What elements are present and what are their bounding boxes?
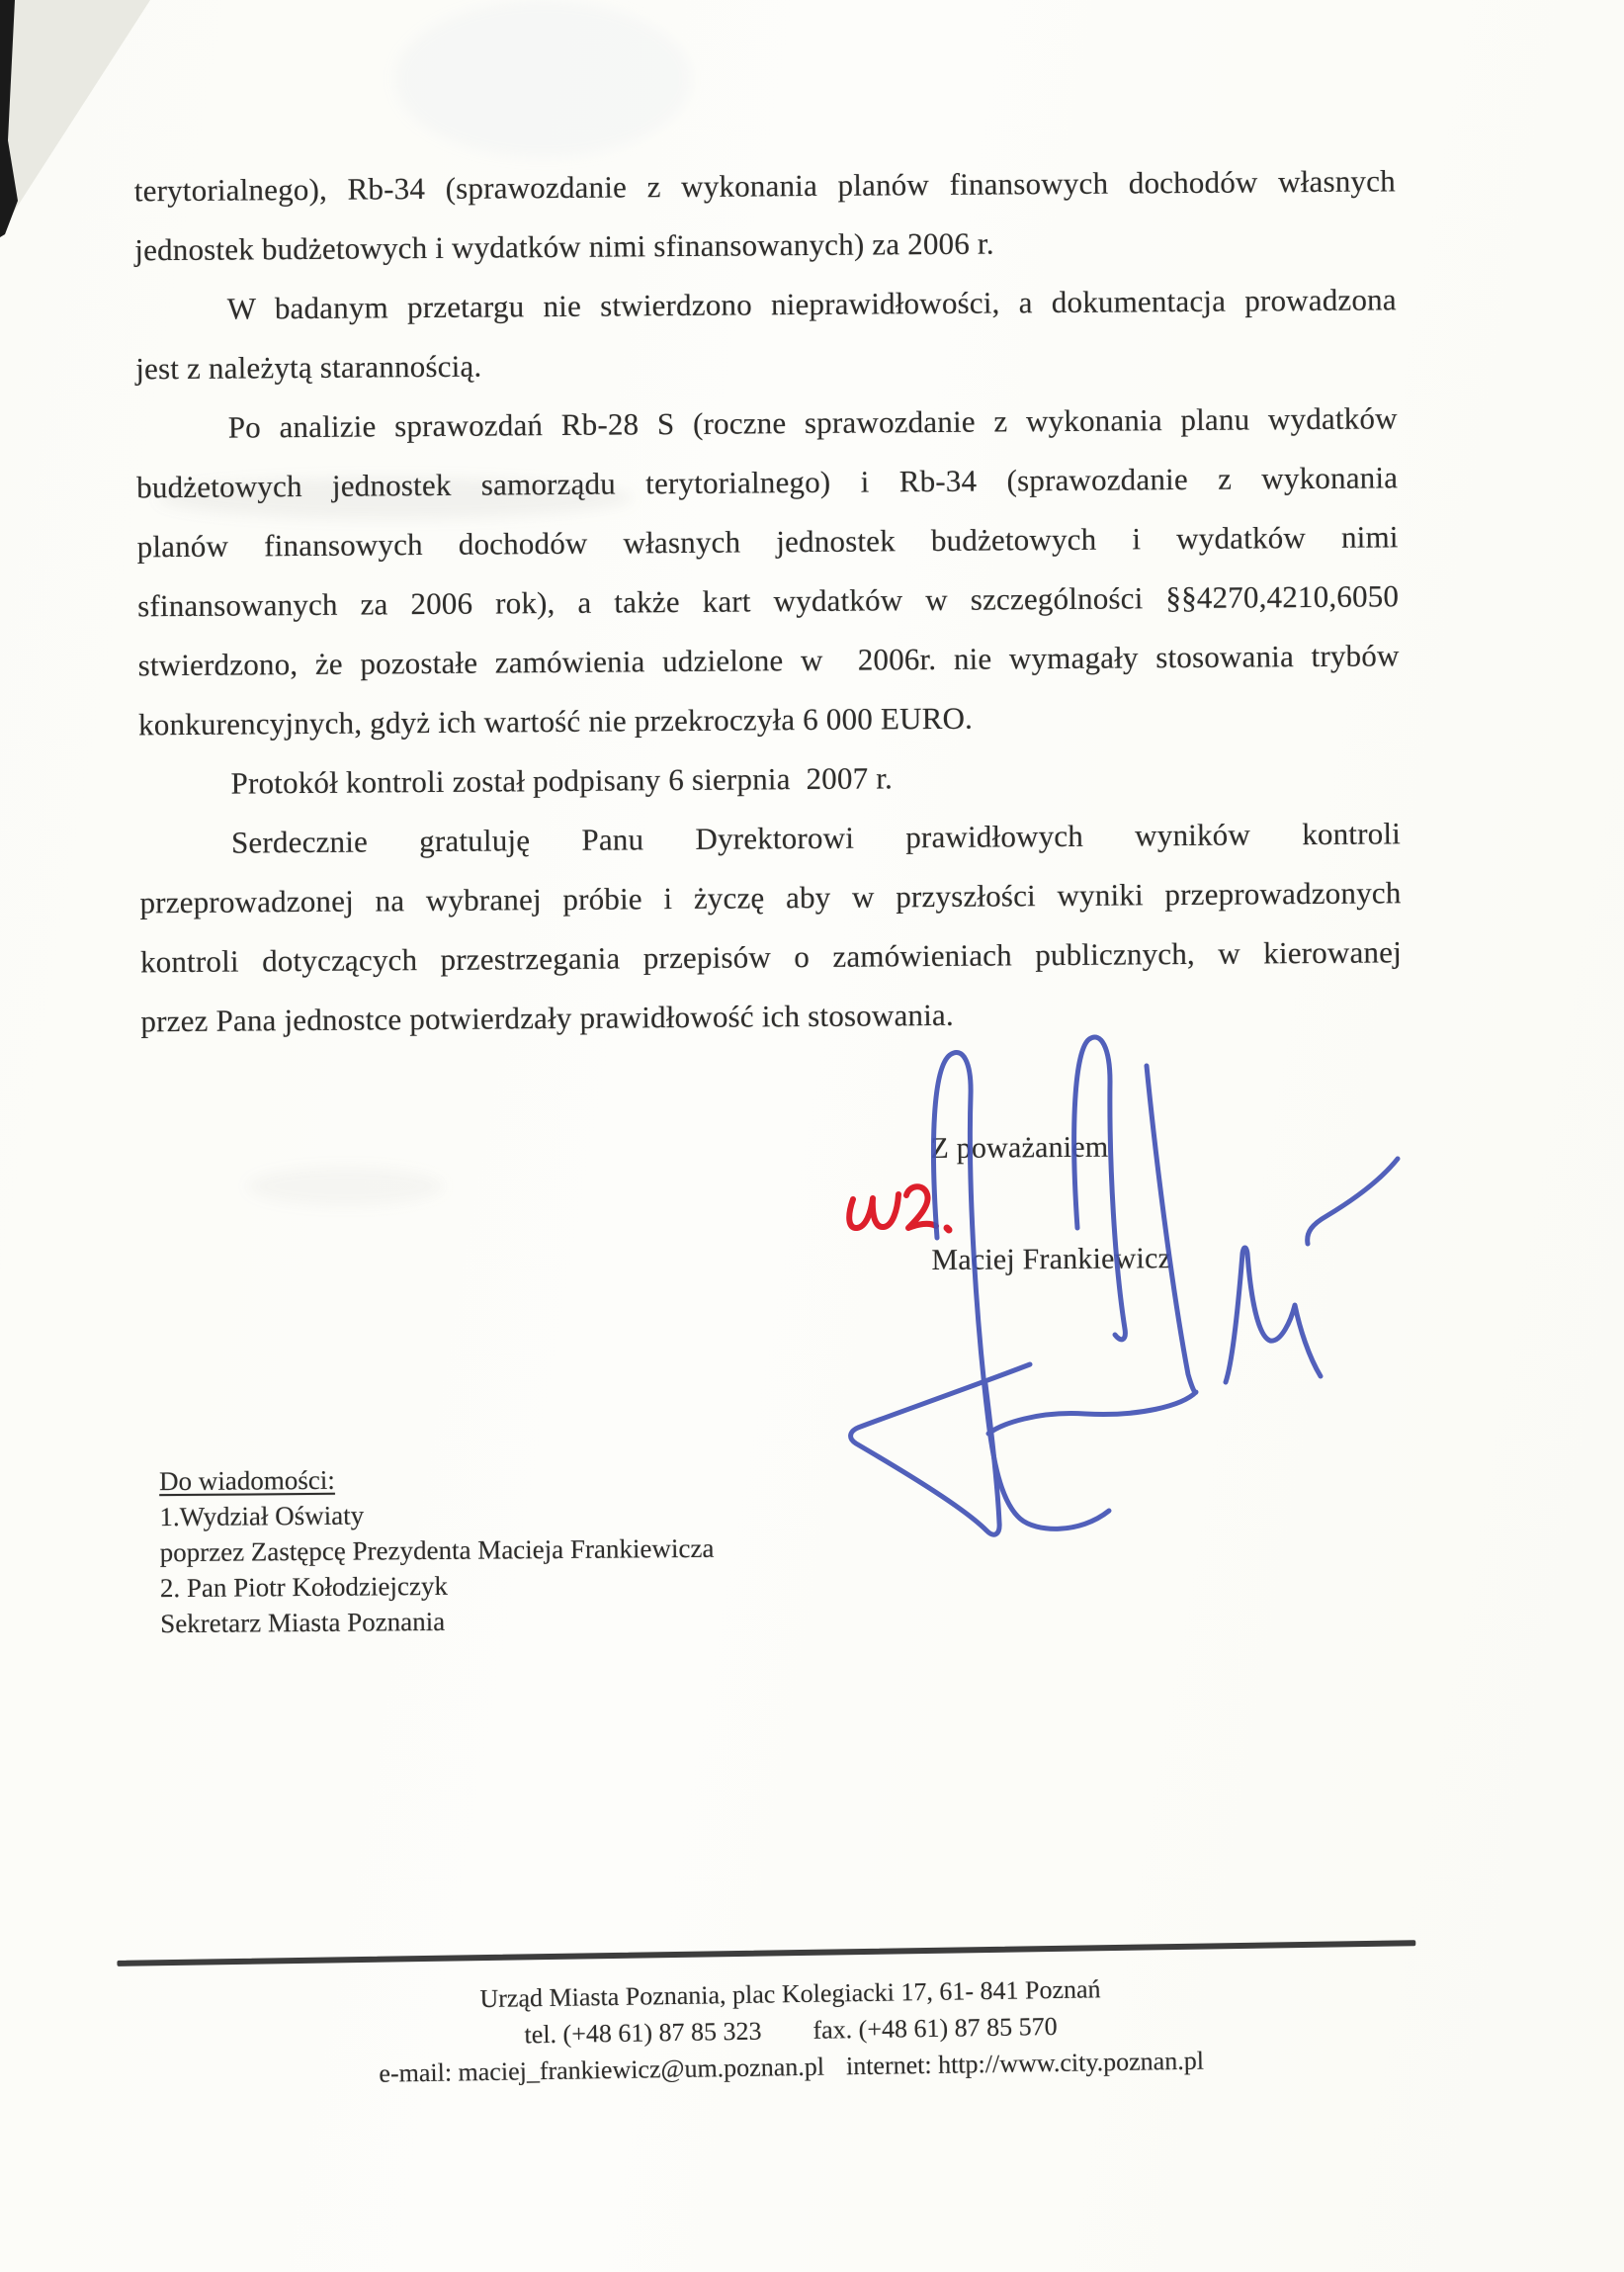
cc-line: Sekretarz Miasta Poznania <box>160 1606 446 1639</box>
footer-fax: fax. (+48 61) 87 85 570 <box>812 2011 1058 2045</box>
footer-rule <box>117 1940 1415 1966</box>
body-line: kontroli dotyczących przestrzegania przepisów o zamówieniach publicznych, w kierowanej <box>139 934 1403 980</box>
footer-email: e-mail: maciej_frankiewicz@um.poznan.pl <box>379 2052 825 2088</box>
body-line: Serdecznie gratuluję Panu Dyrektorowi prawidłowych wyników kontroli <box>230 816 1402 860</box>
body-line: konkurencyjnych, gdyż ich wartość nie przekroczyła 6 000 EURO. <box>137 700 974 743</box>
body-line: terytorialnego), Rb-34 (sprawozdanie z wykonania planów finansowych dochodów własnych <box>133 163 1396 209</box>
cc-line: 1.Wydział Oświaty <box>159 1500 365 1532</box>
body-line: przez Pana jednostce potwierdzały prawidłowość ich stosowania. <box>140 997 955 1039</box>
body-line: Protokół kontroli został podpisany 6 sierpnia 2007 r. <box>230 760 894 801</box>
cc-line: 2. Pan Piotr Kołodziejczyk <box>159 1570 449 1604</box>
cc-line: poprzez Zastępcę Prezydenta Macieja Frankiewicza <box>159 1532 715 1568</box>
body-line: jednostek budżetowych i wydatków nimi sfinansowanych) za 2006 r. <box>134 225 994 268</box>
footer-tel: tel. (+48 61) 87 85 323 <box>524 2016 762 2050</box>
body-line: przeprowadzonej na wybranej próbie i życzę aby w przyszłości wyniki przeprowadzonych <box>139 875 1402 920</box>
body-line: Po analizie sprawozdań Rb-28 S (roczne sprawozdanie z wykonania planu wydatków <box>227 400 1398 445</box>
body-line: jest z należytą starannością. <box>135 348 482 387</box>
footer-internet: internet: http://www.city.poznan.pl <box>845 2046 1205 2081</box>
signature-closing: Z poważaniem <box>930 1130 1109 1166</box>
body-line: planów finansowych dochodów własnych jednostek budżetowych i wydatków nimi <box>136 519 1399 565</box>
footer-address: Urząd Miasta Poznania, plac Kolegiacki 17, 61- 841 Poznań <box>479 1974 1101 2014</box>
signature-name: Maciej Frankiewicz <box>931 1242 1172 1277</box>
body-line: sfinansowanych za 2006 rok), a także kart wydatków w szczególności §§4270,4210,6050 <box>137 578 1400 624</box>
body-line: W badanym przetargu nie stwierdzono nieprawidłowości, a dokumentacja prowadzona <box>226 282 1397 326</box>
body-line: stwierdzono, że pozostałe zamówienia udzielone w 2006r. nie wymagały stosowania trybów <box>137 638 1400 683</box>
body-line: budżetowych jednostek samorządu terytorialnego) i Rb-34 (sprawozdanie z wykonania <box>136 460 1399 505</box>
cc-heading: Do wiadomości: <box>158 1464 335 1497</box>
spacer <box>762 2039 813 2040</box>
